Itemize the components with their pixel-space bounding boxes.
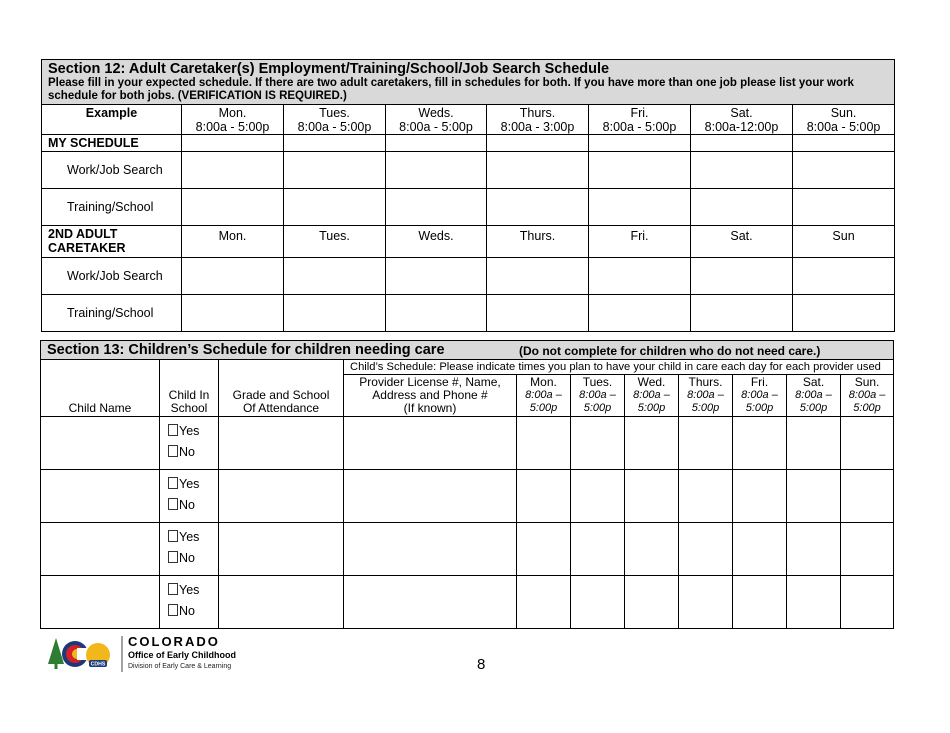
my-work-tue-field[interactable] — [284, 152, 386, 189]
example-day-tue: Tues. 8:00a - 5:00p — [284, 105, 386, 135]
my-training-thu-field[interactable] — [487, 189, 589, 226]
my-work-thu-field[interactable] — [487, 152, 589, 189]
sat-time-field[interactable] — [787, 470, 841, 523]
child-name-field[interactable] — [41, 576, 160, 629]
checkbox-label: No — [179, 604, 195, 618]
wed-time-field[interactable] — [625, 523, 679, 576]
example-row — [42, 105, 895, 135]
child-in-school-yes-option[interactable] — [168, 583, 218, 597]
second-work-sat-field[interactable] — [691, 258, 793, 295]
wed-time-field[interactable] — [625, 470, 679, 523]
sun-time-field[interactable] — [841, 523, 894, 576]
sun-time-field[interactable] — [841, 470, 894, 523]
thu-time-field[interactable] — [679, 470, 733, 523]
section-12-table — [41, 59, 895, 332]
my-schedule-label: MY SCHEDULE — [42, 135, 182, 152]
grade-school-field[interactable] — [219, 417, 344, 470]
example-day-fri: Fri. 8:00a - 5:00p — [589, 105, 691, 135]
section-12-title: Section 12: Adult Caretaker(s) Employment/Training/School/Job Search Schedule — [48, 61, 610, 77]
section-13-title: Section 13: Children’s Schedule for children needing care — [47, 342, 445, 358]
second-adult-day-tue: Tues. — [284, 226, 386, 258]
example-label: Example — [42, 105, 182, 135]
provider-field[interactable] — [344, 470, 517, 523]
section-12-instructions: Please fill in your expected schedule. If there are two adult caretakers, fill in schedules for both. If you have more than one job please list your work schedule for both jobs. (VERIFICATION IS REQUIRED.) — [48, 77, 854, 102]
checkbox-icon[interactable] — [168, 583, 178, 595]
my-work-row — [42, 152, 895, 189]
child-row — [41, 417, 894, 470]
checkbox-icon[interactable] — [168, 551, 178, 563]
second-work-label: Work/Job Search — [42, 258, 182, 295]
checkbox-icon[interactable] — [168, 498, 178, 510]
second-training-sun-field[interactable] — [793, 295, 895, 332]
child-in-school-yes-option[interactable] — [168, 530, 218, 544]
second-adult-day-fri: Fri. — [589, 226, 691, 258]
tree-icon — [48, 638, 64, 664]
checkbox-icon[interactable] — [168, 424, 178, 436]
checkbox-label: Yes — [179, 424, 200, 438]
checkbox-icon[interactable] — [168, 445, 178, 457]
col-provider: Provider License #, Name, Address and Phone # (If known) — [344, 375, 517, 417]
col-day-tue: Tues. 8:00a – 5:00p — [571, 375, 625, 417]
second-work-fri-field[interactable] — [589, 258, 691, 295]
fri-time-field[interactable] — [733, 576, 787, 629]
col-day-sat: Sat. 8:00a – 5:00p — [787, 375, 841, 417]
col-day-sun: Sun. 8:00a – 5:00p — [841, 375, 894, 417]
my-training-mon-field[interactable] — [182, 189, 284, 226]
second-work-thu-field[interactable] — [487, 258, 589, 295]
grade-school-field[interactable] — [219, 470, 344, 523]
section-13-note: (Do not complete for children who do not need care.) — [519, 344, 821, 358]
grade-school-field[interactable] — [219, 523, 344, 576]
second-training-fri-field[interactable] — [589, 295, 691, 332]
my-work-sat-field[interactable] — [691, 152, 793, 189]
sat-time-field[interactable] — [787, 417, 841, 470]
checkbox-label: No — [179, 445, 195, 459]
cdhs-badge-text: CDHS — [90, 661, 106, 668]
my-work-sun-field[interactable] — [793, 152, 895, 189]
checkbox-label: No — [179, 551, 195, 565]
second-adult-day-sat: Sat. — [691, 226, 793, 258]
my-work-mon-field[interactable] — [182, 152, 284, 189]
child-in-school-no-option[interactable] — [168, 604, 218, 618]
my-training-sun-field[interactable] — [793, 189, 895, 226]
child-name-field[interactable] — [41, 523, 160, 576]
provider-field[interactable] — [344, 417, 517, 470]
second-training-mon-field[interactable] — [182, 295, 284, 332]
second-work-tue-field[interactable] — [284, 258, 386, 295]
mon-time-field[interactable] — [517, 417, 571, 470]
child-name-field[interactable] — [41, 470, 160, 523]
second-work-wed-field[interactable] — [386, 258, 487, 295]
my-training-row — [42, 189, 895, 226]
second-training-wed-field[interactable] — [386, 295, 487, 332]
org-text-block — [128, 634, 236, 673]
col-child-in-school: Child In School — [160, 360, 219, 417]
thu-time-field[interactable] — [679, 523, 733, 576]
child-row — [41, 470, 894, 523]
sun-time-field[interactable] — [841, 576, 894, 629]
section-12-header — [42, 60, 895, 105]
tue-time-field[interactable] — [571, 417, 625, 470]
checkbox-label: Yes — [179, 477, 200, 491]
child-in-school-options — [160, 417, 219, 470]
tue-time-field[interactable] — [571, 523, 625, 576]
col-child-name: Child Name — [41, 360, 160, 417]
my-training-label: Training/School — [42, 189, 182, 226]
col-grade-school: Grade and School Of Attendance — [219, 360, 344, 417]
fri-time-field[interactable] — [733, 523, 787, 576]
my-work-label: Work/Job Search — [42, 152, 182, 189]
page-number: 8 — [477, 656, 486, 673]
child-row — [41, 576, 894, 629]
my-work-fri-field[interactable] — [589, 152, 691, 189]
example-day-thu: Thurs. 8:00a - 3:00p — [487, 105, 589, 135]
childs-schedule-subheader: Child’s Schedule: Please indicate times you plan to have your child in care each day for each provider used — [344, 360, 894, 375]
fri-time-field[interactable] — [733, 470, 787, 523]
child-in-school-no-option[interactable] — [168, 498, 218, 512]
mon-time-field[interactable] — [517, 576, 571, 629]
child-in-school-options — [160, 523, 219, 576]
second-adult-day-wed: Weds. — [386, 226, 487, 258]
grade-school-field[interactable] — [219, 576, 344, 629]
checkbox-label: Yes — [179, 583, 200, 597]
child-in-school-no-option[interactable] — [168, 551, 218, 565]
my-training-sat-field[interactable] — [691, 189, 793, 226]
wed-time-field[interactable] — [625, 576, 679, 629]
sat-time-field[interactable] — [787, 523, 841, 576]
child-in-school-yes-option[interactable] — [168, 424, 218, 438]
second-adult-day-sun: Sun — [793, 226, 895, 258]
checkbox-icon[interactable] — [168, 604, 178, 616]
my-training-fri-field[interactable] — [589, 189, 691, 226]
wed-time-field[interactable] — [625, 417, 679, 470]
example-day-mon: Mon. 8:00a - 5:00p — [182, 105, 284, 135]
child-in-school-options — [160, 470, 219, 523]
thu-time-field[interactable] — [679, 576, 733, 629]
section-13-table — [40, 340, 894, 629]
second-training-label: Training/School — [42, 295, 182, 332]
second-training-sat-field[interactable] — [691, 295, 793, 332]
child-in-school-options — [160, 576, 219, 629]
org-division: Division of Early Care & Learning — [128, 663, 232, 670]
my-training-tue-field[interactable] — [284, 189, 386, 226]
example-day-wed: Weds. 8:00a - 5:00p — [386, 105, 487, 135]
sun-time-field[interactable] — [841, 417, 894, 470]
tue-time-field[interactable] — [571, 470, 625, 523]
thu-time-field[interactable] — [679, 417, 733, 470]
fri-time-field[interactable] — [733, 417, 787, 470]
second-work-sun-field[interactable] — [793, 258, 895, 295]
second-training-thu-field[interactable] — [487, 295, 589, 332]
second-adult-day-mon: Mon. — [182, 226, 284, 258]
col-day-wed: Wed. 8:00a – 5:00p — [625, 375, 679, 417]
example-day-sun: Sun. 8:00a - 5:00p — [793, 105, 895, 135]
second-work-mon-field[interactable] — [182, 258, 284, 295]
checkbox-icon[interactable] — [168, 477, 178, 489]
col-day-thu: Thurs. 8:00a – 5:00p — [679, 375, 733, 417]
second-work-row — [42, 258, 895, 295]
section-13-header — [41, 341, 894, 360]
org-office: Office of Early Childhood — [128, 650, 237, 660]
example-day-sat: Sat. 8:00a-12:00p — [691, 105, 793, 135]
child-name-field[interactable] — [41, 417, 160, 470]
child-in-school-yes-option[interactable] — [168, 477, 218, 491]
tue-time-field[interactable] — [571, 576, 625, 629]
col-day-mon: Mon. 8:00a – 5:00p — [517, 375, 571, 417]
second-adult-day-thu: Thurs. — [487, 226, 589, 258]
checkbox-icon[interactable] — [168, 530, 178, 542]
my-work-wed-field[interactable] — [386, 152, 487, 189]
provider-field[interactable] — [344, 576, 517, 629]
checkbox-label: Yes — [179, 530, 200, 544]
col-day-fri: Fri. 8:00a – 5:00p — [733, 375, 787, 417]
checkbox-label: No — [179, 498, 195, 512]
second-training-row — [42, 295, 895, 332]
second-adult-label: 2ND ADULT CARETAKER — [42, 226, 182, 258]
second-training-tue-field[interactable] — [284, 295, 386, 332]
sat-time-field[interactable] — [787, 576, 841, 629]
child-in-school-no-option[interactable] — [168, 445, 218, 459]
my-training-wed-field[interactable] — [386, 189, 487, 226]
provider-field[interactable] — [344, 523, 517, 576]
mon-time-field[interactable] — [517, 470, 571, 523]
org-name: COLORADO — [128, 634, 220, 649]
child-row — [41, 523, 894, 576]
mon-time-field[interactable] — [517, 523, 571, 576]
